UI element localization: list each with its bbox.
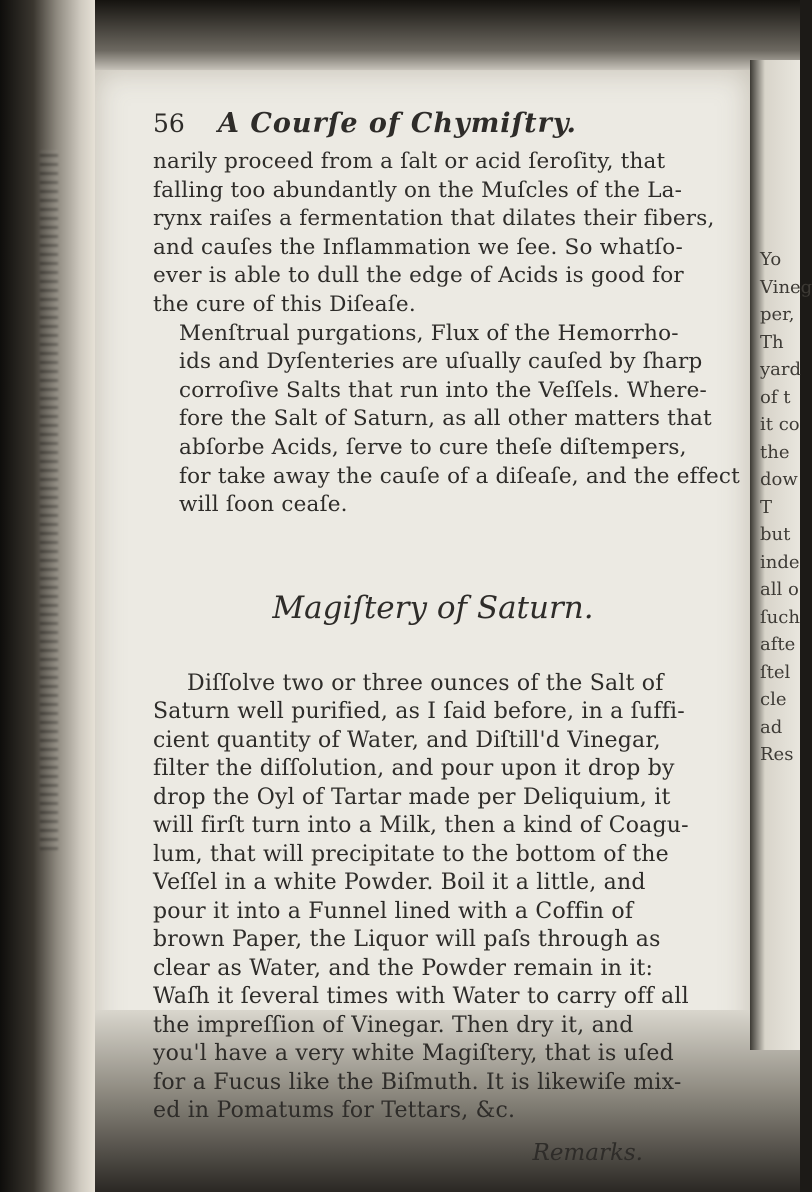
paragraph-larynx <box>153 148 713 320</box>
adjacent-page-text: Yo Vineg per, Th yard of t it co the dow T but inde all o ſuch afte ſtel cle ad Res <box>760 249 812 765</box>
book-gutter <box>0 0 95 1192</box>
text-line: filter the diſſolution, and pour upon it drop by <box>153 756 675 782</box>
text-line: for a Fucus like the Biſmuth. It is likewiſe mix- <box>153 1069 682 1095</box>
page-text <box>153 108 740 1166</box>
text-line: falling too abundantly on the Muſcles of the La- <box>153 177 683 203</box>
page-fold-shadow <box>40 150 58 850</box>
text-line: ids and Dyſenteries are uſually cauſed by ſharp <box>179 349 703 375</box>
text-line: ever is able to dull the edge of Acids is good for <box>153 263 684 289</box>
text-line: drop the Oyl of Tartar made per Deliquium, it <box>153 784 671 810</box>
text-line: the impreſſion of Vinegar. Then dry it, and <box>153 1012 634 1038</box>
text-line: abſorbe Acids, ſerve to cure theſe diſtempers, <box>179 434 687 460</box>
text-line: Waſh it ſeveral times with Water to carry off all <box>153 984 689 1010</box>
text-line: clear as Water, and the Powder remain in it: <box>153 955 654 981</box>
text-line: ed in Pomatums for Tettars, &c. <box>153 1098 516 1124</box>
text-line: Veſſel in a white Powder. Boil it a little, and <box>153 870 646 896</box>
text-line: fore the Salt of Saturn, as all other matters that <box>179 406 712 432</box>
text-line: will firſt turn into a Milk, then a kind of Coagu- <box>153 813 689 839</box>
text-line: Saturn well purified, as I ſaid before, in a ſuffi- <box>153 699 685 725</box>
text-line: corroſive Salts that run into the Veſſels. Where- <box>179 377 707 403</box>
paragraph-magistery <box>153 670 713 1126</box>
text-line: lum, that will precipitate to the bottom of the <box>153 841 669 867</box>
paragraph-menstrual <box>153 320 740 520</box>
text-line: the cure of this Diſeaſe. <box>153 291 416 317</box>
text-line: brown Paper, the Liquor will paſs through as <box>153 927 661 953</box>
running-title: A Courſe of Chymiſtry. <box>218 108 577 139</box>
text-line: rynx raiſes a fermentation that dilates their fibers, <box>153 206 715 232</box>
text-line: and cauſes the Inflammation we ſee. So whatſo- <box>153 234 683 260</box>
page-number: 56 <box>153 109 185 138</box>
text-line: cient quantity of Water, and Diſtill'd Vinegar, <box>153 727 661 753</box>
text-line: pour it into a Funnel lined with a Coffin of <box>153 898 634 924</box>
catchword: Remarks. <box>532 1139 643 1166</box>
scan-top-edge <box>95 0 800 72</box>
text-line: for take away the cauſe of a diſeaſe, and the effect <box>179 463 740 489</box>
page-header <box>153 108 713 148</box>
text-line: will ſoon ceaſe. <box>179 492 348 518</box>
adjacent-page-edge <box>750 60 812 1050</box>
text-line: narily proceed from a ſalt or acid ſeroſity, that <box>153 149 666 174</box>
section-heading: Magiſtery of Saturn. <box>272 589 594 626</box>
text-line: Diſſolve two or three ounces of the Salt of <box>187 670 664 696</box>
text-line: you'l have a very white Magiſtery, that is uſed <box>153 1041 674 1067</box>
text-line: Menſtrual purgations, Flux of the Hemorrho- <box>179 320 679 346</box>
